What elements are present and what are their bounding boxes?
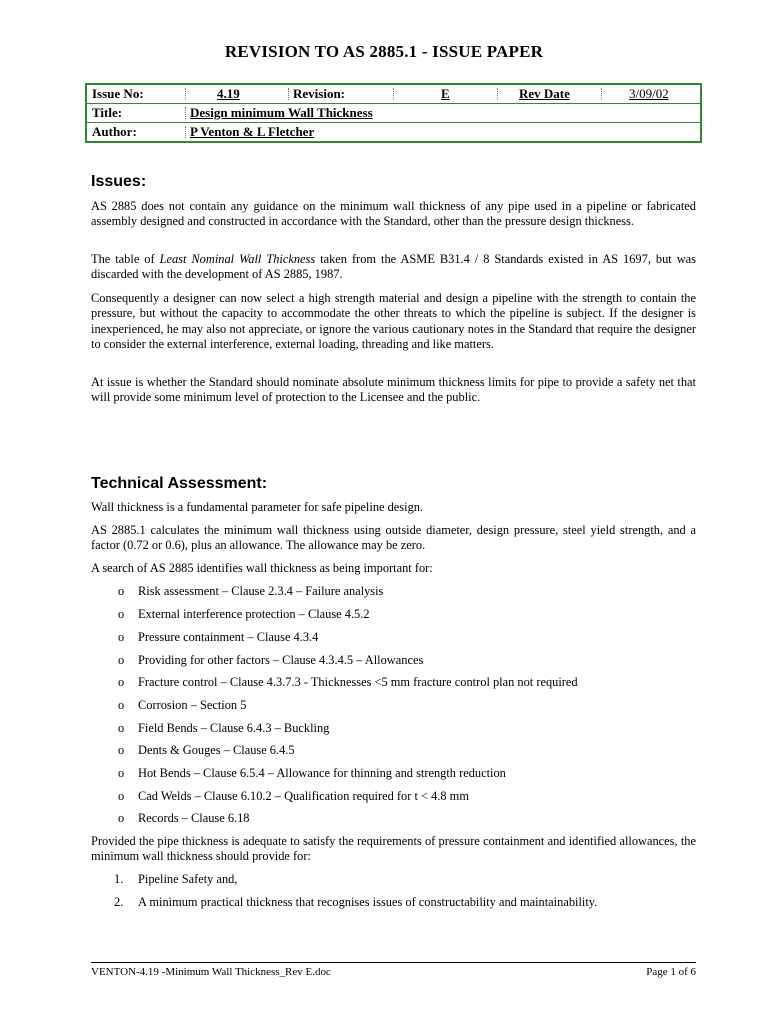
issues-paragraph-2: The table of Least Nominal Wall Thickness taken from the ASME B31.4 / 8 Standards existed in AS 1697, but was discarded with the development of AS 2885, 1987. <box>91 252 696 282</box>
revision-label: Revision: <box>288 85 393 103</box>
list-item: o Records – Clause 6.18 <box>118 811 250 825</box>
footer-page-number: Page 1 of 6 <box>646 966 696 978</box>
list-item: o Cad Welds – Clause 6.10.2 – Qualification required for t < 4.8 mm <box>118 789 469 803</box>
list-item: o Corrosion – Section 5 <box>118 698 247 712</box>
footer-filename: VENTON-4.19 -Minimum Wall Thickness_Rev E.doc <box>91 966 331 978</box>
technical-paragraph-4: Provided the pipe thickness is adequate to satisfy the requirements of pressure containment and identified allowances, the minimum wall thickness should provide for: <box>91 834 696 864</box>
list-item: o External interference protection – Clause 4.5.2 <box>118 607 370 621</box>
numbered-item: 2. A minimum practical thickness that recognises issues of constructability and maintainability. <box>114 895 598 909</box>
issue-no-value: 4.19 <box>185 85 288 103</box>
rev-date-label: Rev Date <box>497 85 601 103</box>
author-label: Author: <box>92 124 137 139</box>
numbered-item: 1. Pipeline Safety and, <box>114 872 238 886</box>
technical-paragraph-1: Wall thickness is a fundamental parameter for safe pipeline design. <box>91 500 424 514</box>
list-item: o Hot Bends – Clause 6.5.4 – Allowance for thinning and strength reduction <box>118 766 506 780</box>
rev-date-value: 3/09/02 <box>601 85 700 103</box>
list-item: o Risk assessment – Clause 2.3.4 – Failure analysis <box>118 584 384 598</box>
info-row-issue <box>87 85 700 104</box>
list-item: o Field Bends – Clause 6.4.3 – Buckling <box>118 721 330 735</box>
issue-no-label: Issue No: <box>92 86 144 101</box>
info-row-title <box>87 104 700 123</box>
list-item: o Pressure containment – Clause 4.3.4 <box>118 630 319 644</box>
footer-divider <box>91 962 696 963</box>
issues-paragraph-4: At issue is whether the Standard should nominate absolute minimum thickness limits for pipe to provide a safety net that will provide some minimum level of protection to the Licensee and the public. <box>91 375 696 405</box>
issues-paragraph-1: AS 2885 does not contain any guidance on the minimum wall thickness of any pipe used in a pipeline or fabricated assembly designed and constructed in accordance with the Standard, other than the pressure design thickness. <box>91 199 696 229</box>
list-item: o Dents & Gouges – Clause 6.4.5 <box>118 743 295 757</box>
revision-value: E <box>393 85 497 103</box>
list-item: o Fracture control – Clause 4.3.7.3 - Thicknesses <5 mm fracture control plan not required <box>118 675 578 689</box>
author-value: P Venton & L Fletcher <box>185 123 700 141</box>
technical-paragraph-3: A search of AS 2885 identifies wall thickness as being important for: <box>91 561 433 575</box>
list-item: o Providing for other factors – Clause 4.3.4.5 – Allowances <box>118 653 424 667</box>
issue-info-table <box>85 83 702 143</box>
technical-heading: Technical Assessment: <box>91 475 268 492</box>
issues-paragraph-3: Consequently a designer can now select a high strength material and design a pipeline with the strength to contain the pressure, but without the capacity to accommodate the other threats to which the pipeline is subject. If the designer is inexperienced, he may also not appreciate, or ignore the various cautionary notes in the Standard that require the designer to consider the external interference, external loading, threading and like matters. <box>91 291 696 352</box>
info-row-author <box>87 123 700 141</box>
title-label: Title: <box>92 105 123 120</box>
issues-heading: Issues: <box>91 173 147 190</box>
page-title: REVISION TO AS 2885.1 - ISSUE PAPER <box>224 42 544 61</box>
title-value: Design minimum Wall Thickness <box>185 104 700 122</box>
technical-paragraph-2: AS 2885.1 calculates the minimum wall thickness using outside diameter, design pressure, steel yield strength, and a factor (0.72 or 0.6), plus an allowance. The allowance may be zero. <box>91 523 696 553</box>
